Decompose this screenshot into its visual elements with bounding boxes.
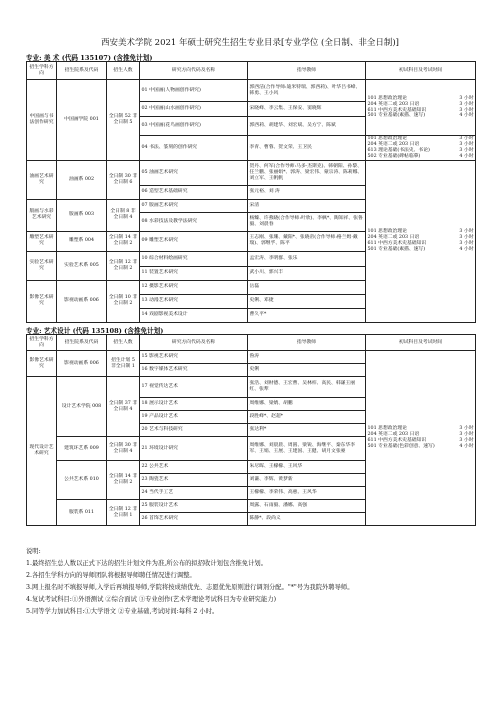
direction-cell: 10 综合材料绘画研究 <box>140 251 248 266</box>
direction-cell: 22 公共艺术 <box>140 461 248 474</box>
program-table-art <box>26 61 476 323</box>
exam-subject-name: 101 思想政治理论 <box>367 136 407 141</box>
tutors-cell: 周维娜、梁婧、胡鹏 <box>248 398 366 411</box>
tutors-cell: 李青、曹蓉、贺文荣、王卫民 <box>248 136 366 161</box>
direction-cell: 19 产品设计艺术 <box>140 411 248 424</box>
tutors-cell: 张浩、刘财德、王宏曹、吴林梓、高民、韩谦王丽红、张犁 <box>248 377 366 398</box>
direction-cell: 03 中国画(花鸟画创作研究) <box>140 117 248 136</box>
column-header: 招生人数 <box>107 335 140 351</box>
dept-cell: 中国画学院 001 <box>57 80 107 161</box>
tutors-cell: 岳磊 <box>248 280 366 294</box>
tutors-cell: 杨臻、许燕晓(合作导师:叶欣)、李枫*、陶知祥、张鲁毅、刘晨春 <box>248 212 366 231</box>
exam-subjects-cell <box>366 160 476 322</box>
table-row <box>27 160 476 185</box>
tutors-cell: 王志刚、张珊、戴阳*、张晓帝(合作导师:格兰姆·戴瑞)、郭继孚、陈平 <box>248 231 366 251</box>
column-header: 初试科目及考试时间 <box>366 62 476 80</box>
dept-cell: 雕塑系 004 <box>57 231 107 251</box>
exam-duration: 3 小时 <box>459 438 474 443</box>
field-cell: 油画艺术研究 <box>27 160 57 199</box>
quota-cell: 全日制 10 非全日制 2 <box>107 280 140 322</box>
column-header: 招生人数 <box>107 62 140 80</box>
dept-cell: 版画系 003 <box>57 199 107 231</box>
direction-cell: 02 中国画(山水画创作研究) <box>140 102 248 117</box>
direction-cell: 25 服装设计艺术 <box>140 500 248 513</box>
direction-cell: 07 版画艺术研究 <box>140 199 248 212</box>
exam-duration: 3 小时 <box>459 229 474 235</box>
tutors-cell: 陈静*、段尚义 <box>248 513 366 526</box>
exam-duration: 3 小时 <box>459 95 474 101</box>
notes-section <box>26 546 478 618</box>
exam-subject-name: 204 英语二或 203 日语 <box>367 141 420 147</box>
dept-cell: 实验艺术系 005 <box>57 251 107 280</box>
column-header: 招生学科方向 <box>27 335 57 351</box>
tutors-cell: 史俐、邓捷 <box>248 294 366 308</box>
tutors-cell: 贺丹、何军(合作导师:马多·杰斯克)、韩朝阳、孙黎、任兰鹏、张丽娟*、郭涛、梁宏伟、蒙宗涛、陈莉娜、刘立军、王帆帆 <box>248 160 366 185</box>
dept-cell: 建筑环艺系 009 <box>57 437 107 461</box>
tutors-cell: 武小川、郭兴丰 <box>248 266 366 280</box>
quota-cell: 全日制 37 非全日制 4 <box>107 377 140 437</box>
quota-cell: 全日制 14 非全日制 2 <box>107 461 140 500</box>
section2-header: 专业: 艺术设计 (代码 135108) (含推免计划) <box>26 327 164 335</box>
exam-subject-name: 502 专业基础(碑帖临摹) <box>367 153 421 159</box>
table-row <box>27 351 476 364</box>
column-header: 研究方向代码及名称 <box>140 335 248 351</box>
quota-cell: 全日制 12 非全日制 1 <box>107 500 140 526</box>
exam-duration: 4 小时 <box>459 113 474 119</box>
quota-cell: 全日制 52 非全日制 5 <box>107 80 140 161</box>
exam-duration: 3 小时 <box>459 141 474 147</box>
dept-cell: 服装系 011 <box>57 500 107 526</box>
direction-cell: 26 首饰艺术研究 <box>140 513 248 526</box>
direction-cell: 11 装置艺术研究 <box>140 266 248 280</box>
tutors-cell: 郭西洁(合作导师:迪米特瑞、郭西莉)、叶华吕书峰、韩勇、王小风 <box>248 80 366 102</box>
dept-cell: 影视动画系 006 <box>57 351 107 377</box>
quota-cell: 全日制 30 非全日制 6 <box>107 160 140 199</box>
tutors-cell: 张达利* <box>248 424 366 437</box>
exam-subject-line <box>368 154 474 160</box>
quota-cell: 招生计划 5 非全日制 1 <box>107 351 140 377</box>
exam-duration: 4 小时 <box>459 153 474 159</box>
direction-cell: 08 水彩技法及教学法研究 <box>140 212 248 231</box>
exam-subject-name: 101 思想政治理论 <box>367 426 407 432</box>
exam-subject-name: 101 思想政治理论 <box>367 95 407 101</box>
direction-cell: 09 雕塑艺术研究 <box>140 231 248 251</box>
tutors-cell: 史俐 <box>248 364 366 377</box>
section1-header: 专业: 美 术 (代码 135107) (含推免计划) <box>26 54 153 62</box>
column-header: 初试科目及考试时间 <box>366 335 476 351</box>
quota-cell: 全日制 12 非全日制 2 <box>107 251 140 280</box>
direction-cell: 24 当代手工艺 <box>140 487 248 500</box>
exam-subject-line <box>368 247 474 253</box>
tutors-cell: 宋清 <box>248 199 366 212</box>
field-cell: 影像艺术研究 <box>27 280 57 322</box>
field-cell: 版画与水彩艺术研究 <box>27 199 57 231</box>
exam-duration: 3 小时 <box>459 101 474 107</box>
field-cell: 影像艺术研究 <box>27 351 57 377</box>
direction-cell: 14 戏剧影视美术设计 <box>140 308 248 322</box>
exam-duration: 3 小时 <box>459 136 474 141</box>
note-item: 1.最终招生总人数以正式下达的招生计划文件为准,所公布的拟招收计划包含推免计划。 <box>26 559 267 567</box>
direction-cell: 13 动漫艺术研究 <box>140 294 248 308</box>
exam-duration: 4 小时 <box>459 443 474 449</box>
page-title: 西安美术学院 2021 年硕士研究生招生专业目录[专业学位 (全日制、非全日制)] <box>100 38 399 48</box>
field-cell: 现代设计艺术研究 <box>27 377 57 526</box>
tutors-cell: 王檬檬、李荣伟、高惠、王风华 <box>248 487 366 500</box>
column-header: 指导教师 <box>248 335 366 351</box>
direction-cell: 12 摄影艺术研究 <box>140 280 248 294</box>
tutors-cell: 宋晓峰、李云集、王保安、窦晓辉 <box>248 102 366 117</box>
exam-subjects-cell <box>366 136 476 161</box>
exam-subject-name: 613 理论基础(书法史、书论) <box>367 147 430 153</box>
direction-cell: 06 造型艺术基础研究 <box>140 185 248 199</box>
notes-heading: 说明: <box>26 548 41 555</box>
tutors-cell: 朱尽晖、王檬檬、王风华 <box>248 461 366 474</box>
program-table-design <box>26 334 476 526</box>
exam-subject-line <box>368 113 474 119</box>
quota-cell: 全日制 14 非全日制 2 <box>107 231 140 251</box>
exam-subject-name: 501 专业基础(素描、速写) <box>367 247 426 253</box>
note-item: 5.同等学力加试科目:①大学语文 ②专业基础,考试时间:每科 2 小时。 <box>26 607 219 615</box>
field-cell: 雕塑艺术研究 <box>27 231 57 251</box>
tutors-cell: 刘谦、李辉、黄梦新 <box>248 474 366 487</box>
exam-subject-name: 611 中西方美术史基础知识 <box>367 241 427 247</box>
tutors-cell: 周维娜、刘晨晨、周圆、梁锐、海继平、秦东华李军、王娟、王展、王建国、王健、胡月文张豪 <box>248 437 366 461</box>
exam-duration: 3 小时 <box>459 147 474 153</box>
direction-cell: 04 书法、篆刻的创作研究 <box>140 136 248 161</box>
table-header-row <box>27 62 476 80</box>
exam-duration: 3 小时 <box>459 432 474 438</box>
exam-duration: 3 小时 <box>459 241 474 247</box>
exam-subject-name: 204 英语二或 203 日语 <box>367 432 420 438</box>
exam-subject-name: 204 英语二或 203 日语 <box>367 101 420 107</box>
field-cell: 实验艺术研究 <box>27 251 57 280</box>
table-row <box>27 80 476 102</box>
exam-subjects-cell <box>366 351 476 526</box>
dept-cell: 油画系 002 <box>57 160 107 199</box>
column-header: 招生院系及代码 <box>57 62 107 80</box>
exam-subject-name: 501 专业基础(色彩创意、速写) <box>367 443 435 449</box>
exam-duration: 3 小时 <box>459 107 474 113</box>
dept-cell: 影视动画系 006 <box>57 280 107 322</box>
exam-subjects-cell <box>366 80 476 136</box>
exam-subject-name: 101 思想政治理论 <box>367 229 407 235</box>
direction-cell: 15 影视艺术研究 <box>140 351 248 364</box>
tutors-cell: 段胜峰*、赵超* <box>248 411 366 424</box>
direction-cell: 01 中国画(人物画创作研究) <box>140 80 248 102</box>
tutors-cell: 郭西莉、胡建华、刘宏斌、吴方宁、陈斌 <box>248 117 366 136</box>
exam-subject-line <box>368 444 474 450</box>
direction-cell: 23 陶瓷艺术 <box>140 474 248 487</box>
exam-duration: 3 小时 <box>459 426 474 432</box>
exam-subject-name: 611 中西方美术史基础知识 <box>367 438 427 443</box>
direction-cell: 17 视觉传达艺术 <box>140 377 248 398</box>
field-cell: 中国画与书法创作研究 <box>27 80 57 161</box>
exam-subject-name: 501 专业基础(素描、速写) <box>367 113 426 119</box>
column-header: 研究方向代码及名称 <box>140 62 248 80</box>
direction-cell: 05 油画艺术研究 <box>140 160 248 185</box>
dept-cell: 设计艺术学院 008 <box>57 377 107 437</box>
dept-cell: 公共艺术系 010 <box>57 461 107 500</box>
tutors-cell: 周露、石雨毅、潘娜、高强 <box>248 500 366 513</box>
tutors-cell: 曹久平* <box>248 308 366 322</box>
quota-cell: 全日制 8 非全日制 4 <box>107 199 140 231</box>
tutors-cell: 孟宏涛、李明群、张乐 <box>248 251 366 266</box>
direction-cell: 18 展示设计艺术 <box>140 398 248 411</box>
direction-cell: 21 环境设计研究 <box>140 437 248 461</box>
table-header-row <box>27 335 476 351</box>
exam-duration: 3 小时 <box>459 235 474 241</box>
note-item: 3.网上报名时不填报导师,入学后再填报导师,学院将按成绩优先、志愿优先原则进行调剂分配。"*"号为我院外聘导师。 <box>26 583 354 591</box>
exam-subject-name: 204 英语二或 203 日语 <box>367 235 420 241</box>
tutors-cell: 张元裕、刘 涛 <box>248 185 366 199</box>
column-header: 招生学科方向 <box>27 62 57 80</box>
tutors-cell: 鲁涛 <box>248 351 366 364</box>
direction-cell: 20 艺术与科技研究 <box>140 424 248 437</box>
exam-duration: 4 小时 <box>459 247 474 253</box>
quota-cell: 全日制 30 非全日制 4 <box>107 437 140 461</box>
note-item: 2.各招生学科方向的导师团队将根据导师聘任情况进行调整。 <box>26 571 196 579</box>
column-header: 招生院系及代码 <box>57 335 107 351</box>
exam-subject-name: 611 中西方美术史基础知识 <box>367 107 427 113</box>
direction-cell: 16 数字媒体艺术研究 <box>140 364 248 377</box>
note-item: 4.复试考试科目:①外语测试 ②综合面试 ③专业创作(艺术学理论考试科目为专业研究能力) <box>26 595 277 603</box>
column-header: 指导教师 <box>248 62 366 80</box>
